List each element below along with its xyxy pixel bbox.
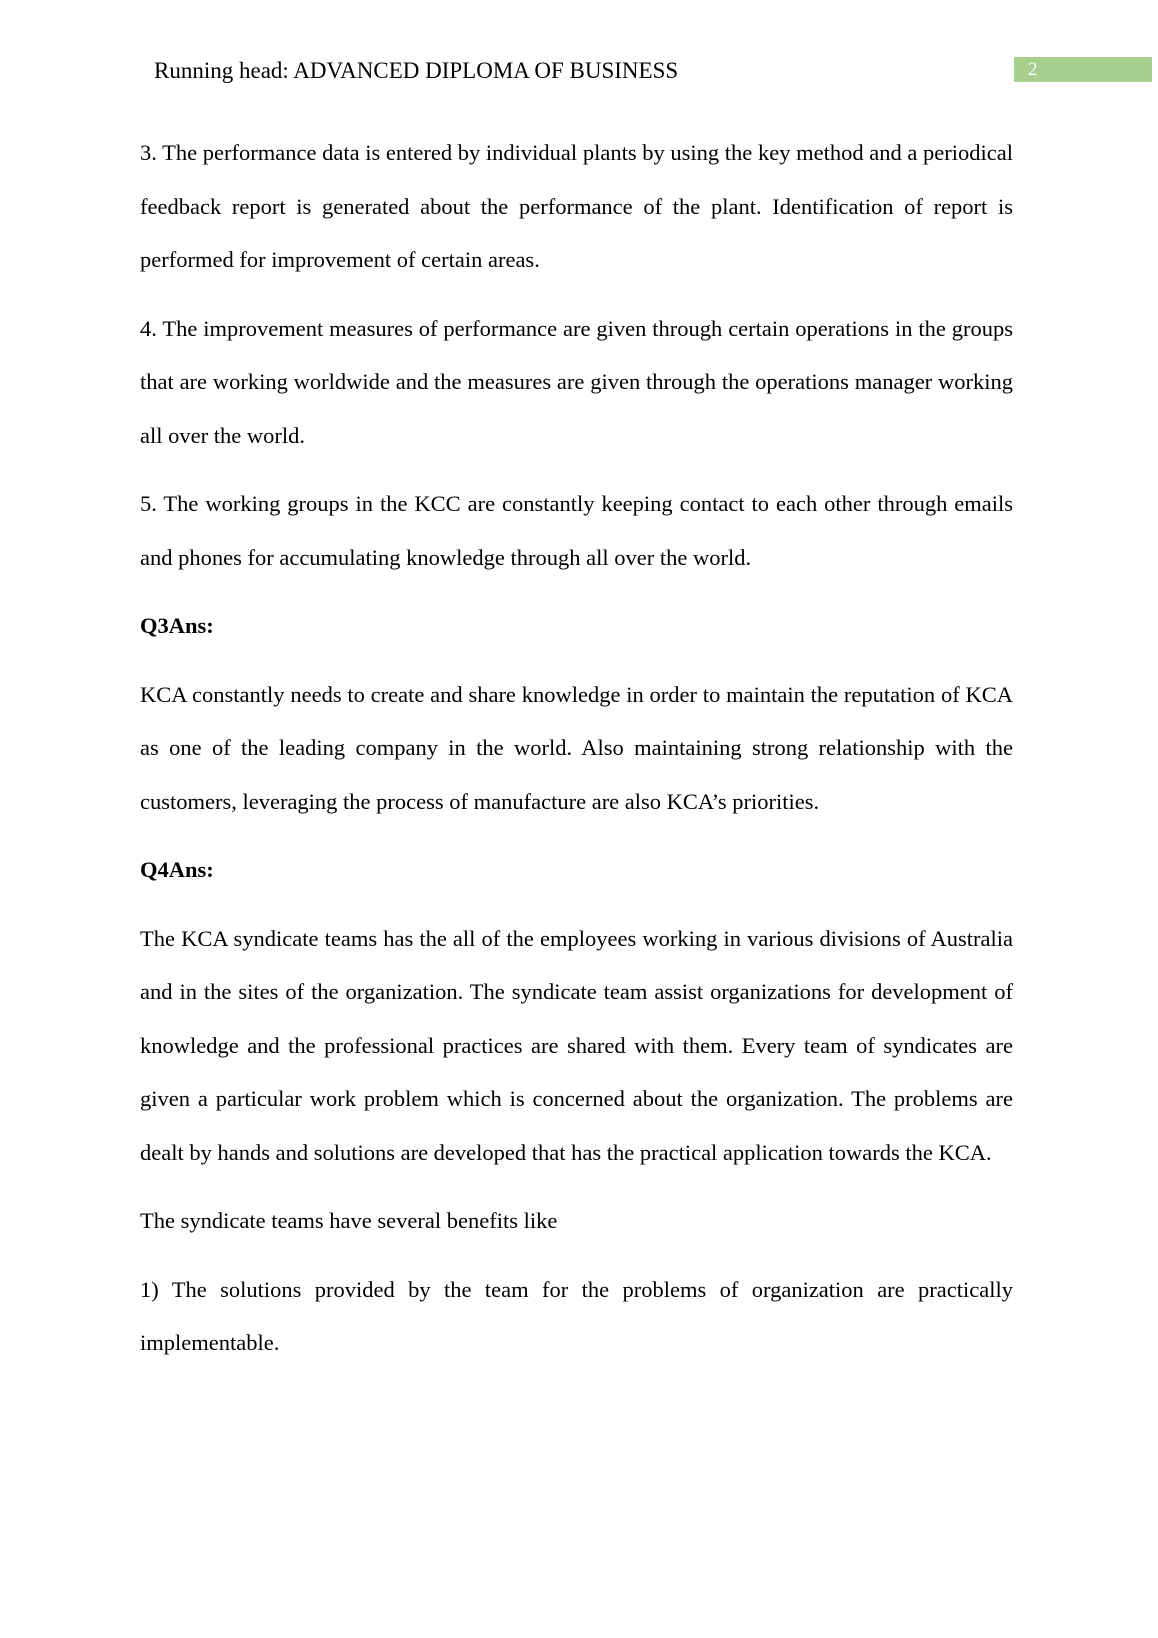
paragraph-q3-answer: KCA constantly needs to create and share knowledge in order to maintain the reputation of KCA as one of the leading company in the world. Also maintaining strong relationship with the customers, leveraging the process of manufacture are also KCA’s priorities.	[140, 681, 1013, 814]
paragraph-benefit-1: 1) The solutions provided by the team for the problems of organization are practically implementable.	[140, 1276, 1013, 1355]
paragraph-point-4: 4. The improvement measures of performance are given through certain operations in the groups that are working worldwide and the measures are given through the operations manager working all over the world.	[140, 315, 1013, 448]
document-body	[140, 126, 1013, 1385]
paragraph-point-5: 5. The working groups in the KCC are constantly keeping contact to each other through emails and phones for accumulating knowledge through all over the world.	[140, 491, 1013, 570]
paragraph-q4-answer: The KCA syndicate teams has the all of the employees working in various divisions of Australia and in the sites of the organization. The syndicate team assist organizations for development of knowledge and the professional practices are shared with them. Every team of syndicates are given a particular work problem which is concerned about the organization. The problems are dealt by hands and solutions are developed that has the practical application towards the KCA.	[140, 925, 1013, 1165]
running-head: Running head: ADVANCED DIPLOMA OF BUSINESS	[154, 58, 679, 83]
paragraph-benefits-intro: The syndicate teams have several benefits like	[140, 1208, 558, 1233]
page-number-badge	[1014, 57, 1152, 82]
heading-q4: Q4Ans:	[140, 857, 214, 882]
paragraph-point-3: 3. The performance data is entered by individual plants by using the key method and a periodical feedback report is generated about the performance of the plant. Identification of report is performed for improvement of certain areas.	[140, 140, 1013, 272]
heading-q3: Q3Ans:	[140, 613, 214, 638]
page-header	[0, 0, 1158, 100]
page-number: 2	[1028, 59, 1038, 80]
